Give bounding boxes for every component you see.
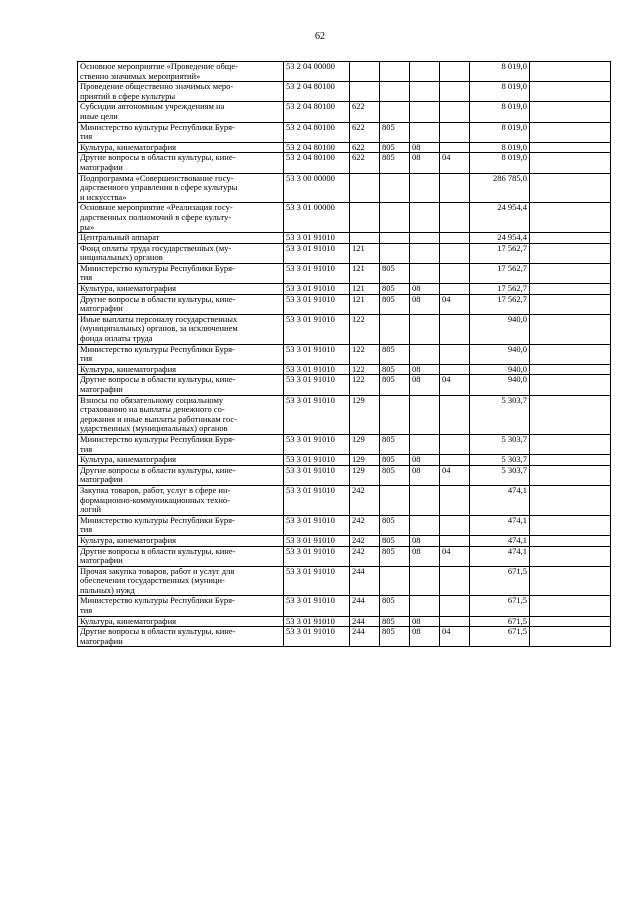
cell-section: 08 [410,546,440,566]
cell-empty [530,627,611,647]
cell-name: Министерство культуры Республики Буря- тия [78,122,284,142]
cell-name: Проведение общественно значимых меро- приятий в сфере культуры [78,82,284,102]
cell-empty [530,616,611,627]
cell-section: 08 [410,294,440,314]
cell-target-code: 53 3 01 91010 [284,395,350,434]
cell-target-code: 53 2 04 80100 [284,142,350,153]
cell-name: Фонд оплаты труда государственных (му- ниципальных) органов [78,243,284,263]
cell-section [410,122,440,142]
cell-ministry-code: 805 [380,375,410,395]
cell-expense-type: 129 [350,465,380,485]
cell-empty [530,82,611,102]
cell-empty [530,243,611,263]
cell-target-code: 53 2 04 80100 [284,102,350,122]
cell-amount: 940,0 [470,344,530,364]
cell-amount: 940,0 [470,314,530,344]
cell-amount: 671,5 [470,566,530,596]
cell-ministry-code: 805 [380,515,410,535]
cell-ministry-code: 805 [380,344,410,364]
table-row [78,294,611,314]
cell-name: Культура, кинематография [78,455,284,466]
cell-subsection [440,515,470,535]
cell-empty [530,485,611,515]
cell-section: 08 [410,627,440,647]
cell-subsection: 04 [440,465,470,485]
table-row [78,465,611,485]
table-body [78,62,611,647]
cell-empty [530,62,611,82]
cell-amount: 8 019,0 [470,142,530,153]
cell-name: Министерство культуры Республики Буря- тия [78,344,284,364]
cell-target-code: 53 3 01 91010 [284,465,350,485]
cell-subsection [440,203,470,233]
cell-target-code: 53 3 01 91010 [284,233,350,244]
table-row [78,284,611,295]
cell-name: Другие вопросы в области культуры, кине- матографии [78,546,284,566]
cell-empty [530,314,611,344]
cell-subsection: 04 [440,294,470,314]
cell-section [410,233,440,244]
cell-ministry-code [380,233,410,244]
cell-subsection: 04 [440,627,470,647]
cell-target-code: 53 3 01 91010 [284,566,350,596]
cell-expense-type: 242 [350,535,380,546]
cell-name: Культура, кинематография [78,364,284,375]
cell-subsection [440,364,470,375]
cell-expense-type: 244 [350,566,380,596]
cell-section: 08 [410,375,440,395]
cell-empty [530,142,611,153]
cell-section [410,173,440,203]
table-row [78,233,611,244]
cell-expense-type: 121 [350,243,380,263]
cell-subsection [440,596,470,616]
cell-amount: 8 019,0 [470,153,530,173]
cell-ministry-code [380,62,410,82]
cell-section: 08 [410,284,440,295]
cell-amount: 671,5 [470,596,530,616]
cell-ministry-code: 805 [380,284,410,295]
cell-target-code: 53 3 01 91010 [284,616,350,627]
cell-amount: 17 562,7 [470,294,530,314]
cell-subsection [440,455,470,466]
cell-amount: 24 954,4 [470,233,530,244]
cell-amount: 17 562,7 [470,263,530,283]
cell-amount: 17 562,7 [470,243,530,263]
cell-ministry-code: 805 [380,546,410,566]
cell-name: Иные выплаты персоналу государственных (муниципальных) органов, за исключением фонда оплаты труда [78,314,284,344]
cell-amount: 474,1 [470,546,530,566]
cell-amount: 286 785,0 [470,173,530,203]
cell-section [410,102,440,122]
cell-amount: 8 019,0 [470,102,530,122]
cell-empty [530,596,611,616]
cell-section [410,395,440,434]
budget-table [77,61,611,647]
cell-subsection [440,142,470,153]
cell-expense-type: 242 [350,515,380,535]
cell-amount: 474,1 [470,485,530,515]
cell-ministry-code: 805 [380,455,410,466]
cell-ministry-code [380,314,410,344]
cell-section: 08 [410,142,440,153]
cell-expense-type: 122 [350,314,380,344]
cell-subsection [440,485,470,515]
cell-empty [530,364,611,375]
cell-empty [530,434,611,454]
cell-target-code: 53 3 01 91010 [284,627,350,647]
cell-amount: 940,0 [470,364,530,375]
cell-amount: 940,0 [470,375,530,395]
cell-expense-type: 121 [350,294,380,314]
cell-amount: 671,5 [470,627,530,647]
cell-expense-type: 244 [350,596,380,616]
cell-section [410,82,440,102]
cell-expense-type: 129 [350,455,380,466]
table-row [78,515,611,535]
cell-section [410,434,440,454]
cell-empty [530,294,611,314]
cell-name: Субсидии автономным учреждениям на иные цели [78,102,284,122]
cell-name: Подпрограмма «Совершенствование госу- дарственного управления в сфере культуры и искусства» [78,173,284,203]
cell-section [410,515,440,535]
cell-empty [530,465,611,485]
cell-subsection [440,82,470,102]
cell-empty [530,153,611,173]
cell-name: Министерство культуры Республики Буря- тия [78,515,284,535]
cell-subsection [440,122,470,142]
cell-expense-type [350,62,380,82]
cell-empty [530,344,611,364]
cell-section [410,485,440,515]
cell-empty [530,515,611,535]
table-row [78,375,611,395]
cell-name: Другие вопросы в области культуры, кине- матографии [78,153,284,173]
table-row [78,434,611,454]
cell-amount: 24 954,4 [470,203,530,233]
cell-expense-type: 121 [350,284,380,295]
cell-expense-type: 122 [350,364,380,375]
cell-amount: 474,1 [470,515,530,535]
cell-empty [530,535,611,546]
cell-name: Основное мероприятие «Реализация госу- дарственных полномочий в сфере культу- ры» [78,203,284,233]
cell-subsection: 04 [440,546,470,566]
cell-ministry-code: 805 [380,263,410,283]
table-row [78,455,611,466]
table-row [78,102,611,122]
cell-ministry-code: 805 [380,627,410,647]
table-row [78,314,611,344]
table-row [78,395,611,434]
cell-name: Министерство культуры Республики Буря- тия [78,434,284,454]
cell-amount: 8 019,0 [470,82,530,102]
cell-ministry-code: 805 [380,122,410,142]
cell-section [410,344,440,364]
cell-ministry-code: 805 [380,153,410,173]
cell-empty [530,102,611,122]
table-row [78,62,611,82]
cell-name: Культура, кинематография [78,284,284,295]
cell-ministry-code: 805 [380,364,410,375]
cell-empty [530,233,611,244]
page-number: 62 [315,31,325,42]
cell-empty [530,546,611,566]
cell-target-code: 53 2 04 00000 [284,62,350,82]
cell-subsection [440,314,470,344]
cell-name: Взносы по обязательному социальному страхованию на выплаты денежного со- держания и иные выплаты работникам гос- ударственных (муниципальных) органов [78,395,284,434]
cell-ministry-code: 805 [380,535,410,546]
cell-expense-type [350,82,380,102]
table-row [78,535,611,546]
cell-section [410,566,440,596]
cell-name: Министерство культуры Республики Буря- тия [78,596,284,616]
cell-target-code: 53 3 00 00000 [284,173,350,203]
cell-subsection [440,173,470,203]
table-row [78,82,611,102]
cell-target-code: 53 2 04 80100 [284,122,350,142]
table-row [78,627,611,647]
cell-expense-type: 622 [350,122,380,142]
cell-expense-type: 121 [350,263,380,283]
cell-expense-type: 242 [350,546,380,566]
cell-target-code: 53 3 01 91010 [284,485,350,515]
cell-expense-type: 244 [350,616,380,627]
cell-name: Другие вопросы в области культуры, кине- матографии [78,375,284,395]
cell-ministry-code [380,82,410,102]
cell-target-code: 53 2 04 80100 [284,153,350,173]
cell-amount: 8 019,0 [470,122,530,142]
cell-target-code: 53 3 01 00000 [284,203,350,233]
table-row [78,364,611,375]
cell-subsection [440,243,470,263]
cell-name: Культура, кинематография [78,616,284,627]
table-row [78,485,611,515]
cell-expense-type: 242 [350,485,380,515]
cell-section [410,314,440,344]
cell-ministry-code [380,485,410,515]
cell-empty [530,263,611,283]
cell-amount: 474,1 [470,535,530,546]
table-row [78,203,611,233]
cell-empty [530,122,611,142]
cell-subsection [440,566,470,596]
cell-section [410,263,440,283]
cell-amount: 671,5 [470,616,530,627]
cell-target-code: 53 3 01 91010 [284,294,350,314]
cell-section: 08 [410,616,440,627]
cell-name: Другие вопросы в области культуры, кине- матографии [78,465,284,485]
cell-section: 08 [410,153,440,173]
cell-expense-type [350,203,380,233]
cell-section [410,203,440,233]
cell-target-code: 53 3 01 91010 [284,596,350,616]
cell-subsection [440,284,470,295]
cell-ministry-code: 805 [380,465,410,485]
cell-empty [530,375,611,395]
cell-section: 08 [410,364,440,375]
cell-target-code: 53 3 01 91010 [284,284,350,295]
cell-expense-type: 244 [350,627,380,647]
cell-name: Основное мероприятие «Проведение обще- ственно значимых мероприятий» [78,62,284,82]
cell-name: Прочая закупка товаров, работ и услуг для обеспечения государственных (муници- пальных) нужд [78,566,284,596]
cell-ministry-code: 805 [380,434,410,454]
cell-expense-type: 622 [350,153,380,173]
cell-section [410,243,440,263]
table-row [78,263,611,283]
cell-expense-type: 122 [350,375,380,395]
table-row [78,122,611,142]
cell-target-code: 53 3 01 91010 [284,364,350,375]
cell-ministry-code: 805 [380,616,410,627]
cell-expense-type: 122 [350,344,380,364]
cell-name: Закупка товаров, работ, услуг в сфере ин- формационно-коммуникационных техно- логий [78,485,284,515]
cell-subsection [440,263,470,283]
cell-section [410,596,440,616]
cell-subsection [440,616,470,627]
cell-name: Культура, кинематография [78,142,284,153]
cell-name: Культура, кинематография [78,535,284,546]
cell-amount: 5 303,7 [470,455,530,466]
cell-subsection [440,434,470,454]
cell-ministry-code: 805 [380,142,410,153]
cell-subsection [440,233,470,244]
cell-ministry-code [380,102,410,122]
cell-target-code: 53 3 01 91010 [284,546,350,566]
cell-subsection [440,344,470,364]
cell-empty [530,455,611,466]
cell-section: 08 [410,535,440,546]
cell-expense-type: 622 [350,142,380,153]
table-row [78,173,611,203]
cell-name: Другие вопросы в области культуры, кине- матографии [78,294,284,314]
cell-section [410,62,440,82]
cell-subsection: 04 [440,375,470,395]
cell-ministry-code [380,203,410,233]
cell-target-code: 53 3 01 91010 [284,314,350,344]
table-row [78,243,611,263]
cell-ministry-code [380,566,410,596]
table-row [78,142,611,153]
cell-ministry-code: 805 [380,596,410,616]
cell-empty [530,566,611,596]
cell-expense-type [350,173,380,203]
table-row [78,566,611,596]
cell-subsection: 04 [440,153,470,173]
cell-section: 08 [410,465,440,485]
cell-empty [530,284,611,295]
cell-target-code: 53 3 01 91010 [284,243,350,263]
cell-amount: 5 303,7 [470,395,530,434]
cell-expense-type [350,233,380,244]
table-row [78,546,611,566]
cell-ministry-code: 805 [380,294,410,314]
cell-target-code: 53 3 01 91010 [284,375,350,395]
cell-name: Другие вопросы в области культуры, кине- матографии [78,627,284,647]
cell-empty [530,173,611,203]
cell-amount: 5 303,7 [470,465,530,485]
cell-expense-type: 129 [350,395,380,434]
cell-empty [530,395,611,434]
cell-target-code: 53 3 01 91010 [284,344,350,364]
cell-name: Министерство культуры Республики Буря- тия [78,263,284,283]
cell-empty [530,203,611,233]
cell-amount: 8 019,0 [470,62,530,82]
table-row [78,153,611,173]
cell-section: 08 [410,455,440,466]
table-row [78,344,611,364]
cell-expense-type: 622 [350,102,380,122]
cell-amount: 5 303,7 [470,434,530,454]
cell-target-code: 53 2 04 80100 [284,82,350,102]
cell-target-code: 53 3 01 91010 [284,455,350,466]
table-row [78,616,611,627]
table-row [78,596,611,616]
cell-target-code: 53 3 01 91010 [284,263,350,283]
cell-ministry-code [380,395,410,434]
cell-target-code: 53 3 01 91010 [284,434,350,454]
cell-ministry-code [380,243,410,263]
cell-subsection [440,395,470,434]
cell-name: Центральный аппарат [78,233,284,244]
cell-subsection [440,62,470,82]
cell-target-code: 53 3 01 91010 [284,535,350,546]
cell-subsection [440,102,470,122]
cell-target-code: 53 3 01 91010 [284,515,350,535]
cell-ministry-code [380,173,410,203]
cell-amount: 17 562,7 [470,284,530,295]
cell-subsection [440,535,470,546]
cell-expense-type: 129 [350,434,380,454]
